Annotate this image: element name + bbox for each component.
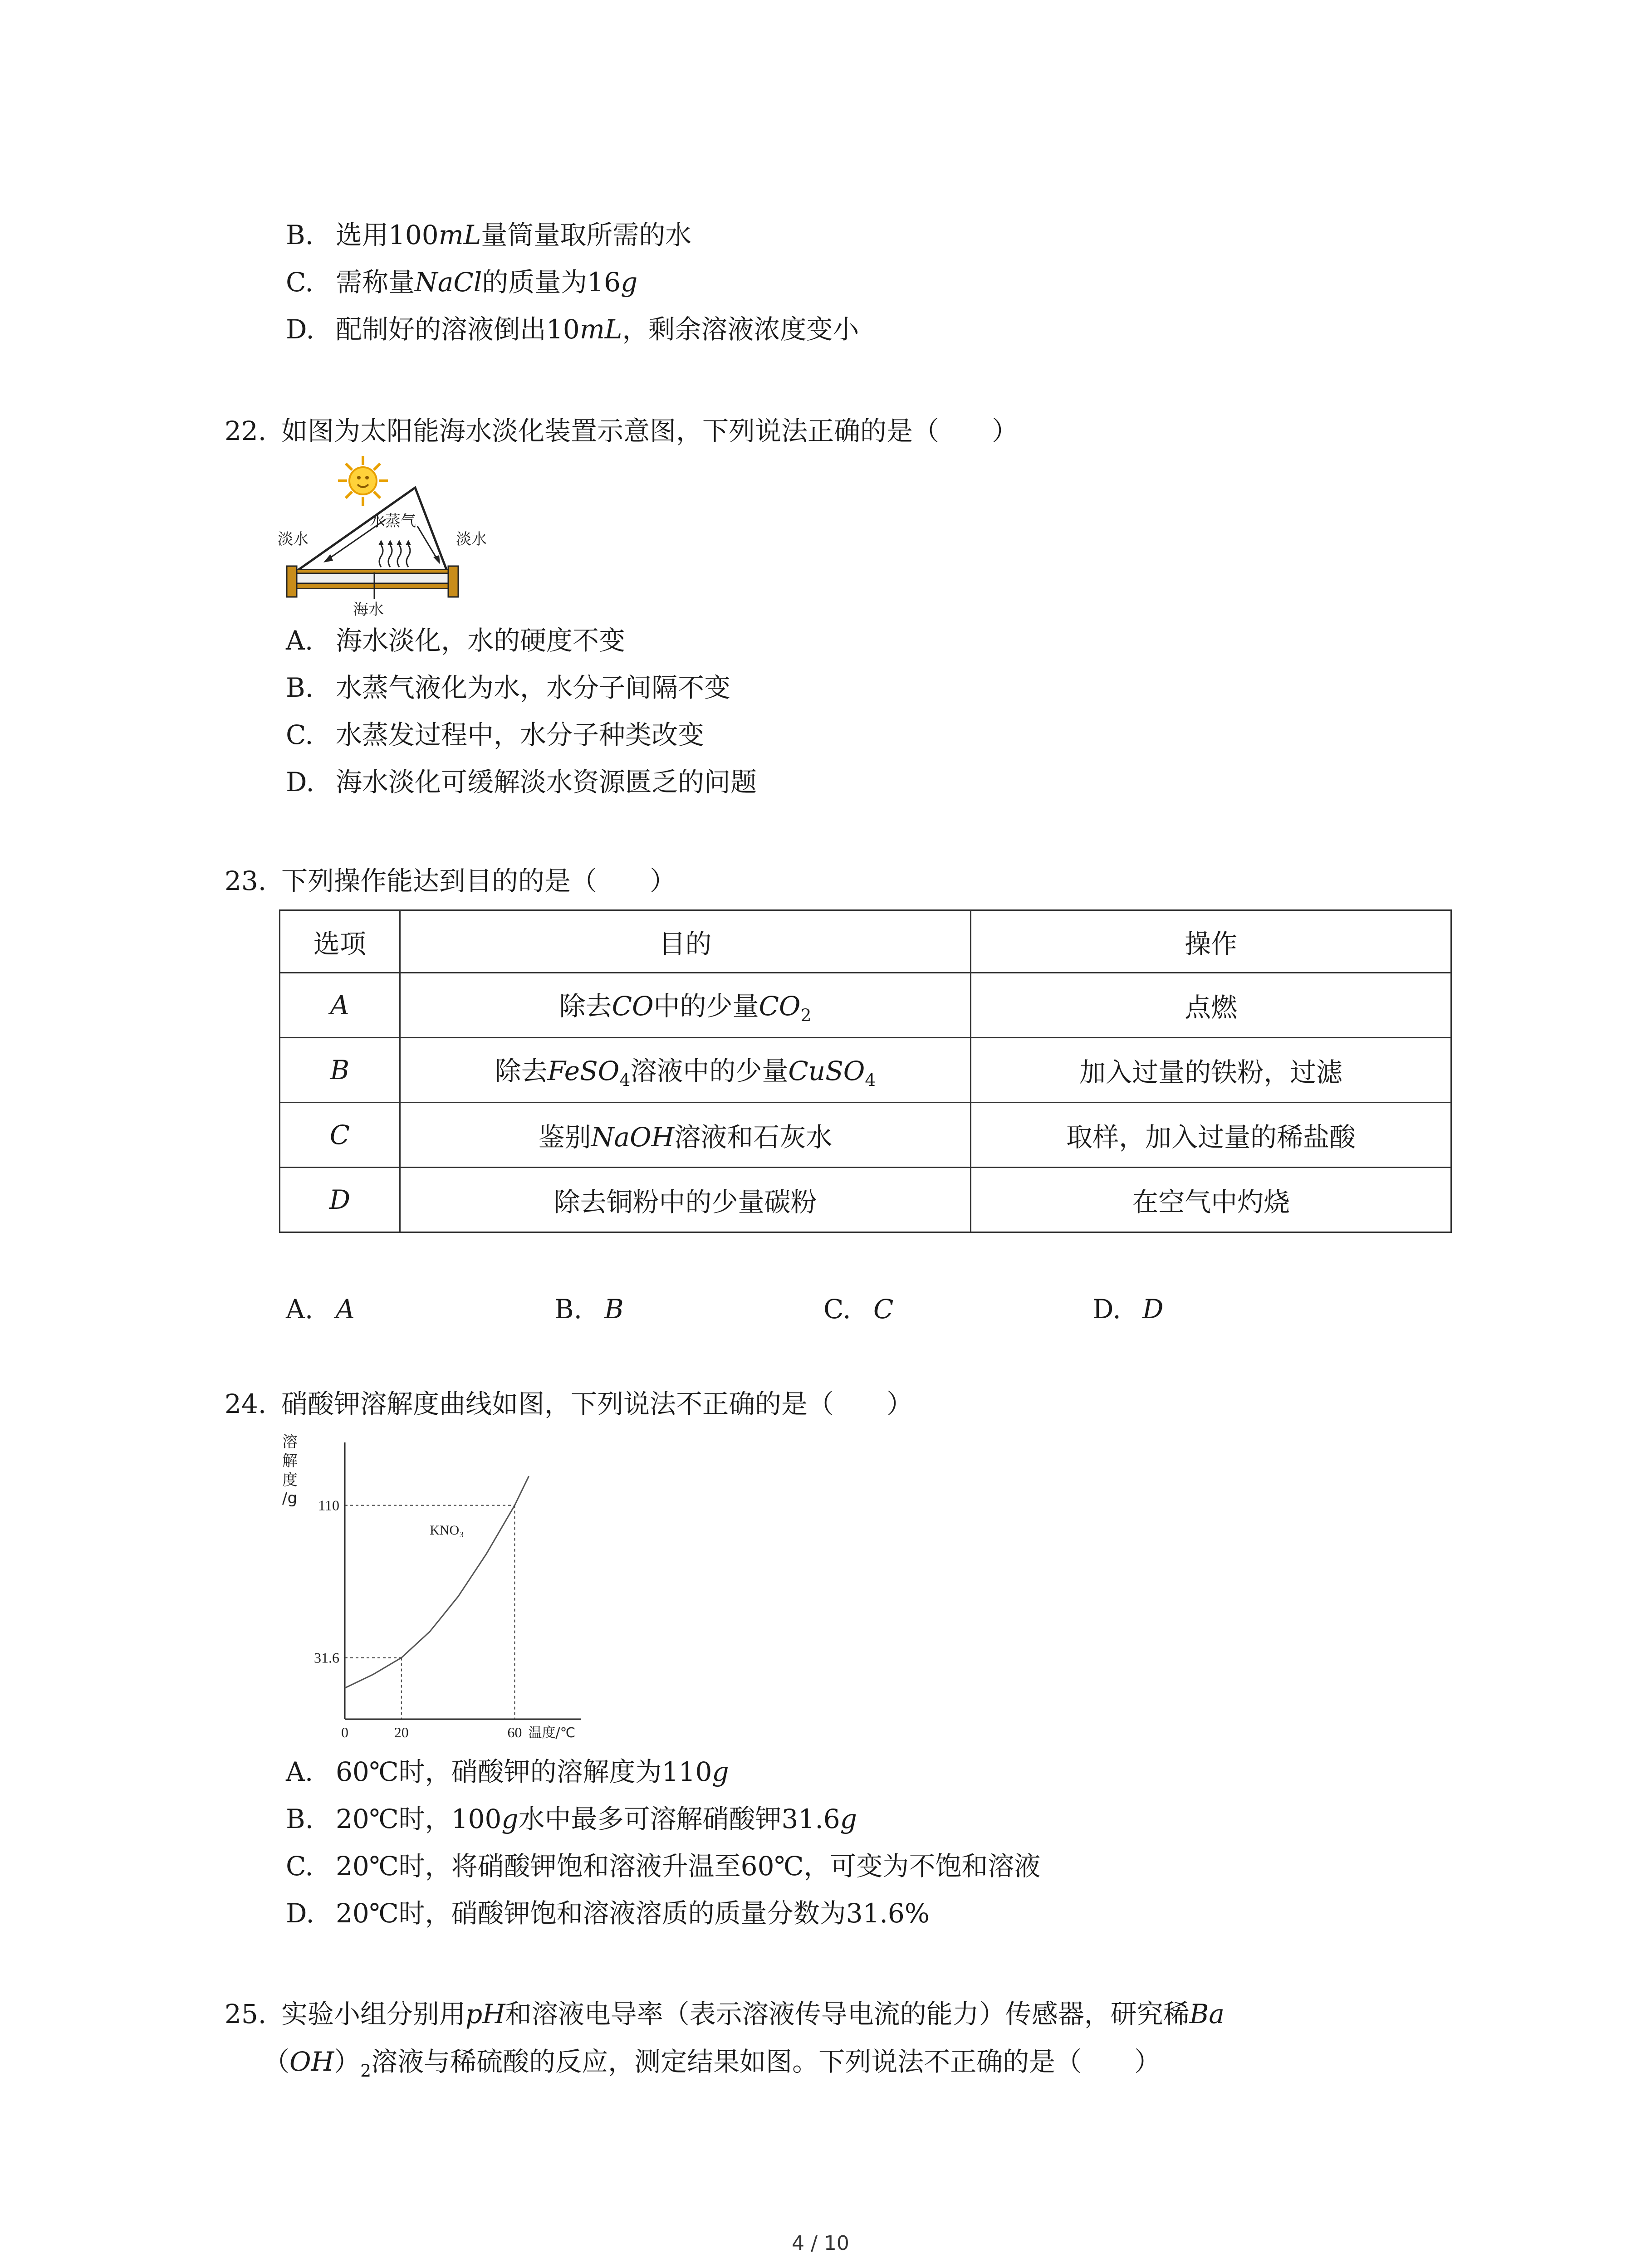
x-tick-label: 0 <box>341 1724 348 1740</box>
q22-stem: 22. 如图为太阳能海水淡化装置示意图，下列说法正确的是（ ） <box>225 415 1019 446</box>
q25-stem-line2: $(OH)_2$溶液与稀硫酸的反应，测定结果如图。下列说法不正确的是（ ） <box>263 2046 1161 2081</box>
row-option: C <box>280 1103 400 1168</box>
q23-answer-b: B. B <box>554 1294 624 1325</box>
q22-option-a: A. 海水淡化，水的硬度不变 <box>286 625 626 656</box>
row-operation: 取样，加入过量的稀盐酸 <box>971 1103 1451 1168</box>
row-operation: 点燃 <box>971 973 1451 1038</box>
y-axis-label-1: 溶 <box>282 1433 298 1451</box>
table-row <box>280 1103 1451 1168</box>
row-goal: 除去CO中的少量$CO_2$ <box>400 973 971 1038</box>
row-operation: 加入过量的铁粉，过滤 <box>971 1038 1451 1103</box>
table-row <box>280 973 1451 1038</box>
q21-option-c: C. 需称量NaCl的质量为16g <box>286 267 638 298</box>
page-number: 4 / 10 <box>792 2232 849 2255</box>
q23-stem: 23. 下列操作能达到目的的是（ ） <box>225 865 676 896</box>
header-option: 选项 <box>280 910 400 973</box>
knO3-solubility-curve <box>345 1476 529 1688</box>
header-operation: 操作 <box>971 910 1451 973</box>
row-option: B <box>280 1038 400 1103</box>
header-goal: 目的 <box>400 910 971 973</box>
row-goal: 除去铜粉中的少量碳粉 <box>400 1168 971 1232</box>
q22-option-d: D. 海水淡化可缓解淡水资源匮乏的问题 <box>286 767 757 797</box>
q24-option-c: C. 20℃时，将硝酸钾饱和溶液升温至60℃，可变为不饱和溶液 <box>286 1851 1041 1882</box>
y-tick-label: 31.6 <box>314 1649 339 1666</box>
y-axis-label-4: /g <box>282 1489 298 1507</box>
label-fresh-water-right: 淡水 <box>456 530 487 548</box>
label-water-vapor: 水蒸气 <box>370 512 416 530</box>
x-tick-label: 20 <box>394 1724 409 1740</box>
row-operation: 在空气中灼烧 <box>971 1168 1451 1232</box>
table-row <box>280 1038 1451 1103</box>
series-label: KNO₃ <box>430 1522 464 1538</box>
q25-stem-line1: 25. 实验小组分别用pH和溶液电导率（表示溶液传导电流的能力）传感器，研究稀Ba <box>225 1999 1225 2029</box>
q23-table <box>279 909 1452 1233</box>
q24-stem: 24. 硝酸钾溶解度曲线如图，下列说法不正确的是（ ） <box>225 1388 913 1419</box>
q23-answer-c: C. C <box>823 1294 894 1325</box>
q23-answer-a: A. A <box>286 1294 355 1325</box>
row-goal: 除去FeSO$_4$溶液中的少量CuSO$_4$ <box>400 1038 971 1103</box>
q23-answer-d: D. D <box>1092 1294 1164 1325</box>
q22-option-c: C. 水蒸发过程中，水分子种类改变 <box>286 719 705 750</box>
table-header-row <box>280 910 1451 973</box>
y-axis-label-2: 解 <box>282 1452 298 1470</box>
q21-option-b: B. 选用100mL量筒量取所需的水 <box>286 220 692 250</box>
table-row <box>280 1168 1451 1232</box>
solar-desalination-figure <box>277 454 531 621</box>
y-tick-label: 110 <box>318 1497 339 1514</box>
x-axis-label: 温度/℃ <box>528 1725 576 1741</box>
row-goal: 鉴别NaOH溶液和石灰水 <box>400 1103 971 1168</box>
label-seawater: 海水 <box>353 601 384 619</box>
solubility-chart <box>277 1429 603 1755</box>
q21-option-d: D. 配制好的溶液倒出10mL，剩余溶液浓度变小 <box>286 314 859 345</box>
label-fresh-water-left: 淡水 <box>278 530 309 548</box>
q24-option-b: B. 20℃时，100g水中最多可溶解硝酸钾31.6g <box>286 1804 857 1834</box>
row-option: D <box>280 1168 400 1232</box>
y-axis-label-3: 度 <box>282 1471 298 1489</box>
q22-option-b: B. 水蒸气液化为水，水分子间隔不变 <box>286 672 731 703</box>
x-tick-label: 60 <box>507 1724 522 1740</box>
q24-option-a: A. 60℃时，硝酸钾的溶解度为110g <box>286 1756 729 1787</box>
row-option: A <box>280 973 400 1038</box>
q24-option-d: D. 20℃时，硝酸钾饱和溶液溶质的质量分数为31.6% <box>286 1898 930 1929</box>
sun-icon <box>338 456 388 506</box>
